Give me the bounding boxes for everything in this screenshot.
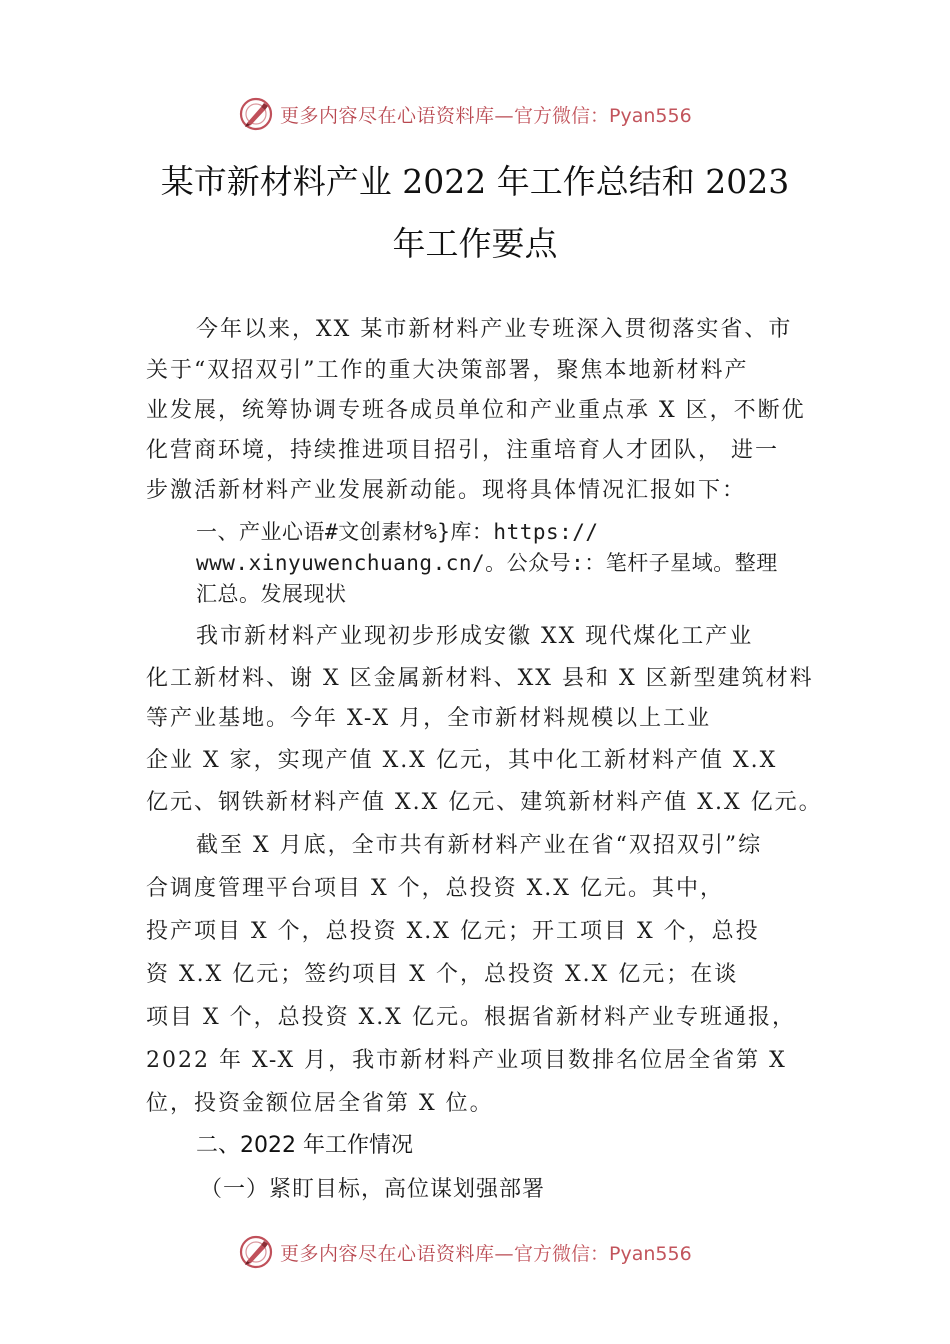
body-line: 等产业基地。今年 X-X 月，全市新材料规模以上工业	[146, 706, 712, 731]
body-line: 项目 X 个，总投资 X.X 亿元。根据省新材料产业专班通报，	[146, 1005, 796, 1030]
body-line: 化营商环境，持续推进项目招引，注重培育人才团队， 进一	[146, 438, 779, 463]
watermark-banner-top	[0, 94, 950, 134]
sub-heading: （一）紧盯目标，高位谋划强部署	[200, 1177, 546, 1202]
watermark-wechat-text: 官方微信：Pyan556	[514, 104, 692, 127]
body-line: 业发展，统筹协调专班各成员单位和产业重点承 X 区，不断优	[146, 398, 806, 423]
watermark-banner-bottom	[0, 1232, 950, 1272]
body-line: 今年以来，XX 某市新材料产业专班深入贯彻落实省、市	[196, 317, 793, 342]
body-line: 亿元、钢铁新材料产值 X.X 亿元、建筑新材料产值 X.X 亿元。	[146, 790, 823, 815]
body-line: 企业 X 家，实现产值 X.X 亿元，其中化工新材料产值 X.X	[146, 748, 778, 773]
body-line: 我市新材料产业现初步形成安徽 XX 现代煤化工产业	[196, 624, 754, 649]
body-line: 关于“双招双引”工作的重大决策部署，聚焦本地新材料产	[146, 358, 749, 383]
body-line: 一、产业心语#文创素材%}库：https://	[196, 520, 599, 544]
body-line: 2022 年 X-X 月，我市新材料产业项目数排名位居全省第 X	[146, 1048, 787, 1073]
body-line: 资 X.X 亿元；签约项目 X 个，总投资 X.X 亿元；在谈	[146, 962, 739, 987]
watermark-wechat-text: 官方微信：Pyan556	[514, 1242, 692, 1265]
pen-logo-icon	[238, 96, 274, 132]
body-line: 位，投资金额位居全省第 X 位。	[146, 1091, 494, 1116]
body-line: 化工新材料、谢 X 区金属新材料、XX 县和 X 区新型建筑材料	[146, 666, 814, 691]
body-line: 合调度管理平台项目 X 个，总投资 X.X 亿元。其中，	[146, 876, 724, 901]
document-title-line-1: 某市新材料产业 2022 年工作总结和 2023	[160, 162, 790, 201]
body-line: www.xinyuwenchuang.cn/。公众号:：笔杆子星域。整理	[196, 551, 778, 575]
body-line: 投产项目 X 个，总投资 X.X 亿元；开工项目 X 个，总投	[146, 919, 760, 944]
watermark-site-text: 更多内容尽在心语资料库—	[280, 1242, 515, 1265]
section-heading: 二、2022 年工作情况	[196, 1133, 413, 1158]
document-title-line-2: 年工作要点	[392, 224, 558, 263]
watermark-site-text: 更多内容尽在心语资料库—	[280, 104, 515, 127]
body-line: 步激活新材料产业发展新动能。现将具体情况汇报如下：	[146, 478, 747, 503]
body-line: 汇总。发展现状	[196, 582, 347, 606]
body-line: 截至 X 月底，全市共有新材料产业在省“双招双引”综	[196, 833, 763, 858]
pen-logo-icon	[238, 1234, 274, 1270]
